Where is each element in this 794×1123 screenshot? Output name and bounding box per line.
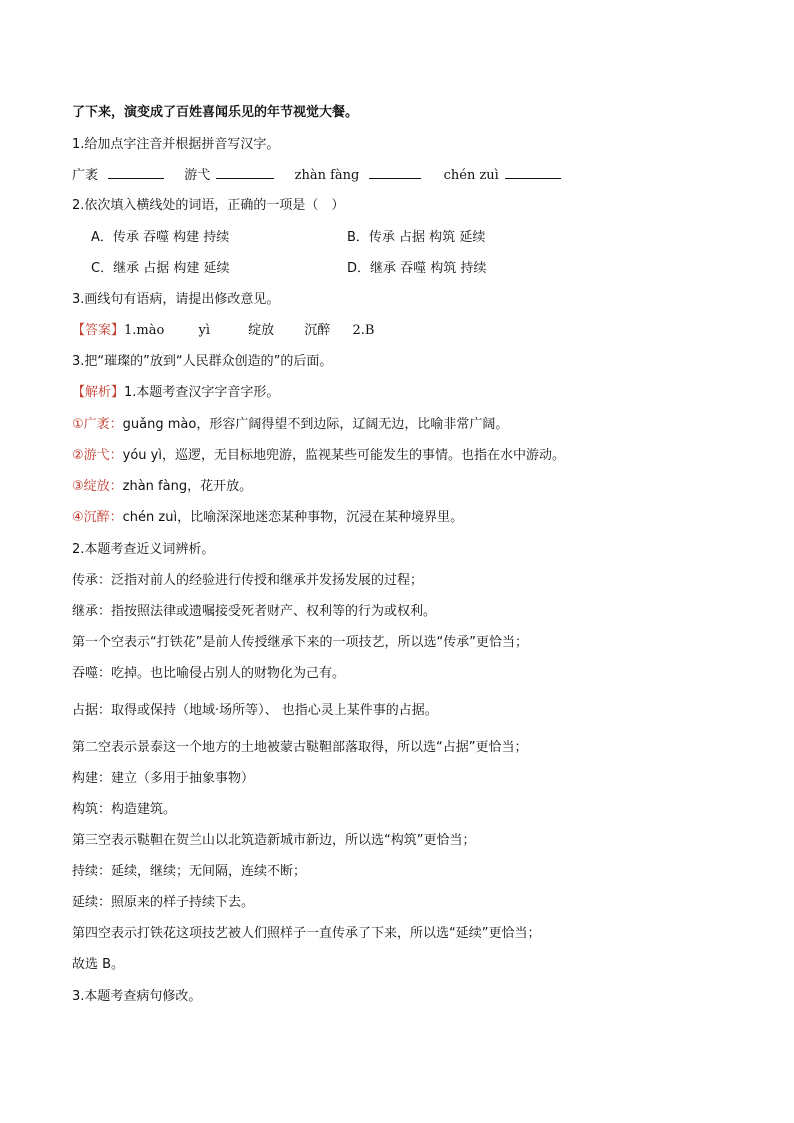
analysis-text-line: 2.本题考查近义词辨析。 — [72, 542, 215, 557]
analysis-text-line: 第二空表示景泰这一个地方的土地被蒙古鞑靼部落取得，所以选“占据”更恰当； — [72, 740, 528, 755]
analysis-item — [72, 509, 463, 527]
analysis-text-line: 吞噬：吃掉。也比喻侵占别人的财物化为己有。 — [72, 666, 346, 681]
analysis-text-line: 第四空表示打铁花这项技艺被人们照样子一直传承了下来，所以选“延续”更恰当； — [72, 926, 541, 941]
q1-blank-2[interactable] — [216, 166, 274, 179]
analysis-text-line: 构筑：构造建筑。 — [72, 802, 177, 817]
answer-part-1: 1.mào — [124, 323, 165, 338]
option-d: D．继承 吞噬 构筑 持续 — [347, 261, 487, 276]
analysis-text-line: 构建：建立（多用于抽象事物） — [72, 771, 255, 786]
q1-item-2: 游弋 — [184, 168, 211, 183]
q1-item-1: 广袤 — [72, 168, 99, 183]
analysis-text-line: 延续：照原来的样子持续下去。 — [72, 895, 255, 910]
analysis-text-line: 持续：延续，继续；无间隔，连续不断； — [72, 864, 307, 879]
analysis-first: 1.本题考查汉字字音字形。 — [124, 385, 280, 400]
analysis-item-text: guǎng mào，形容广阔得望不到边际，辽阔无边，比喻非常广阔。 — [122, 417, 509, 432]
option-a: A．传承 吞噬 构建 持续 — [91, 230, 230, 245]
option-c: C．继承 占据 构建 延续 — [91, 261, 230, 276]
q1-blank-4[interactable] — [505, 166, 561, 179]
analysis-item-text: chén zuì，比喻深深地迷恋某种事物，沉浸在某种境界里。 — [122, 510, 464, 525]
answer-line — [72, 322, 374, 340]
analysis-text-line: 故选 B。 — [72, 957, 125, 972]
option-b: B．传承 占据 构筑 延续 — [347, 230, 486, 245]
q1-blank-3[interactable] — [369, 166, 421, 179]
answer-part-5: 2.B — [352, 323, 375, 338]
q1-item-4: chén zuì — [443, 168, 499, 183]
analysis-item-label: ②游弋： — [72, 448, 123, 463]
question-1-items — [72, 166, 561, 185]
analysis-text-line: 占据：取得或保持（地域·场所等）、 也指心灵上某件事的占据。 — [72, 703, 438, 718]
analysis-item — [72, 478, 252, 496]
answer-line-2: 3.把“璀璨的”放到“人民群众创造的”的后面。 — [72, 354, 333, 369]
analysis-text-line: 传承：泛指对前人的经验进行传授和继承并发扬发展的过程； — [72, 573, 424, 588]
answer-part-3: 绽放 — [248, 323, 275, 338]
question-2-title: 2.依次填入横线处的词语，正确的一项是（ ） — [72, 198, 345, 213]
answer-part-2: yì — [198, 323, 210, 338]
analysis-text-line: 第一个空表示“打铁花”是前人传授继承下来的一项技艺，所以选“传承”更恰当； — [72, 635, 528, 650]
analysis-item-text: yóu yì，巡逻，无目标地兜游，监视某些可能发生的事情。也指在水中游动。 — [122, 448, 565, 463]
intro-line: 了下来，演变成了百姓喜闻乐见的年节视觉大餐。 — [72, 105, 359, 120]
q1-item-3: zhàn fàng — [294, 168, 360, 183]
analysis-item — [72, 416, 508, 434]
analysis-item-text: zhàn fàng，花开放。 — [122, 479, 253, 494]
question-3-title: 3.画线句有语病，请提出修改意见。 — [72, 292, 280, 307]
analysis-item-label: ①广袤： — [72, 417, 123, 432]
analysis-text-line: 3.本题考查病句修改。 — [72, 989, 202, 1004]
analysis-item-label: ④沉醉： — [72, 510, 123, 525]
analysis-text-line: 继承：指按照法律或遗嘱接受死者财产、权利等的行为或权利。 — [72, 604, 437, 619]
analysis-tag: 【解析】 — [72, 385, 125, 400]
analysis-item — [72, 447, 565, 465]
answer-part-4: 沉醉 — [304, 323, 331, 338]
analysis-item-label: ③绽放： — [72, 479, 123, 494]
question-1-title: 1.给加点字注音并根据拼音写汉字。 — [72, 137, 280, 152]
answer-tag: 【答案】 — [72, 323, 125, 338]
analysis-line — [72, 384, 279, 402]
q1-blank-1[interactable] — [108, 166, 164, 179]
analysis-text-line: 第三空表示鞑靼在贺兰山以北筑造新城市新边，所以选“构筑”更恰当； — [72, 833, 476, 848]
